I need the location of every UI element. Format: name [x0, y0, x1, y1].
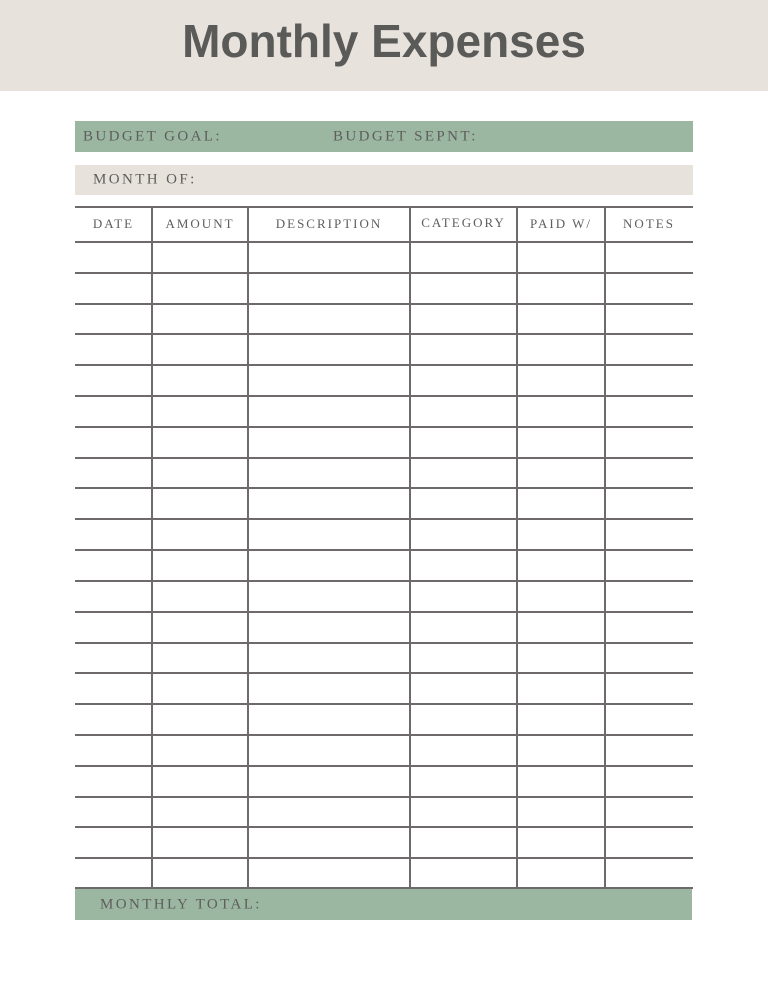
budget-spent-label: BUDGET SEPNT: — [333, 128, 478, 144]
page-title: Monthly Expenses — [182, 15, 586, 67]
title-banner — [0, 0, 768, 91]
table-grid — [75, 206, 693, 889]
column-header-amount: AMOUNT — [165, 216, 235, 231]
month-band — [75, 165, 693, 195]
column-header-category: CATEGORY — [421, 215, 506, 230]
monthly-total-label: MONTHLY TOTAL: — [100, 896, 262, 912]
budget-band — [75, 121, 693, 152]
column-header-description: DESCRIPTION — [275, 216, 383, 231]
budget-goal-label: BUDGET GOAL: — [83, 128, 222, 144]
column-header-paid-with: PAID W/ — [529, 216, 593, 231]
month-of-label: MONTH OF: — [93, 171, 197, 188]
column-header-date: DATE — [92, 216, 135, 231]
expense-table — [75, 206, 693, 889]
monthly-total-band — [75, 889, 692, 920]
column-header-notes: NOTES — [623, 216, 675, 231]
